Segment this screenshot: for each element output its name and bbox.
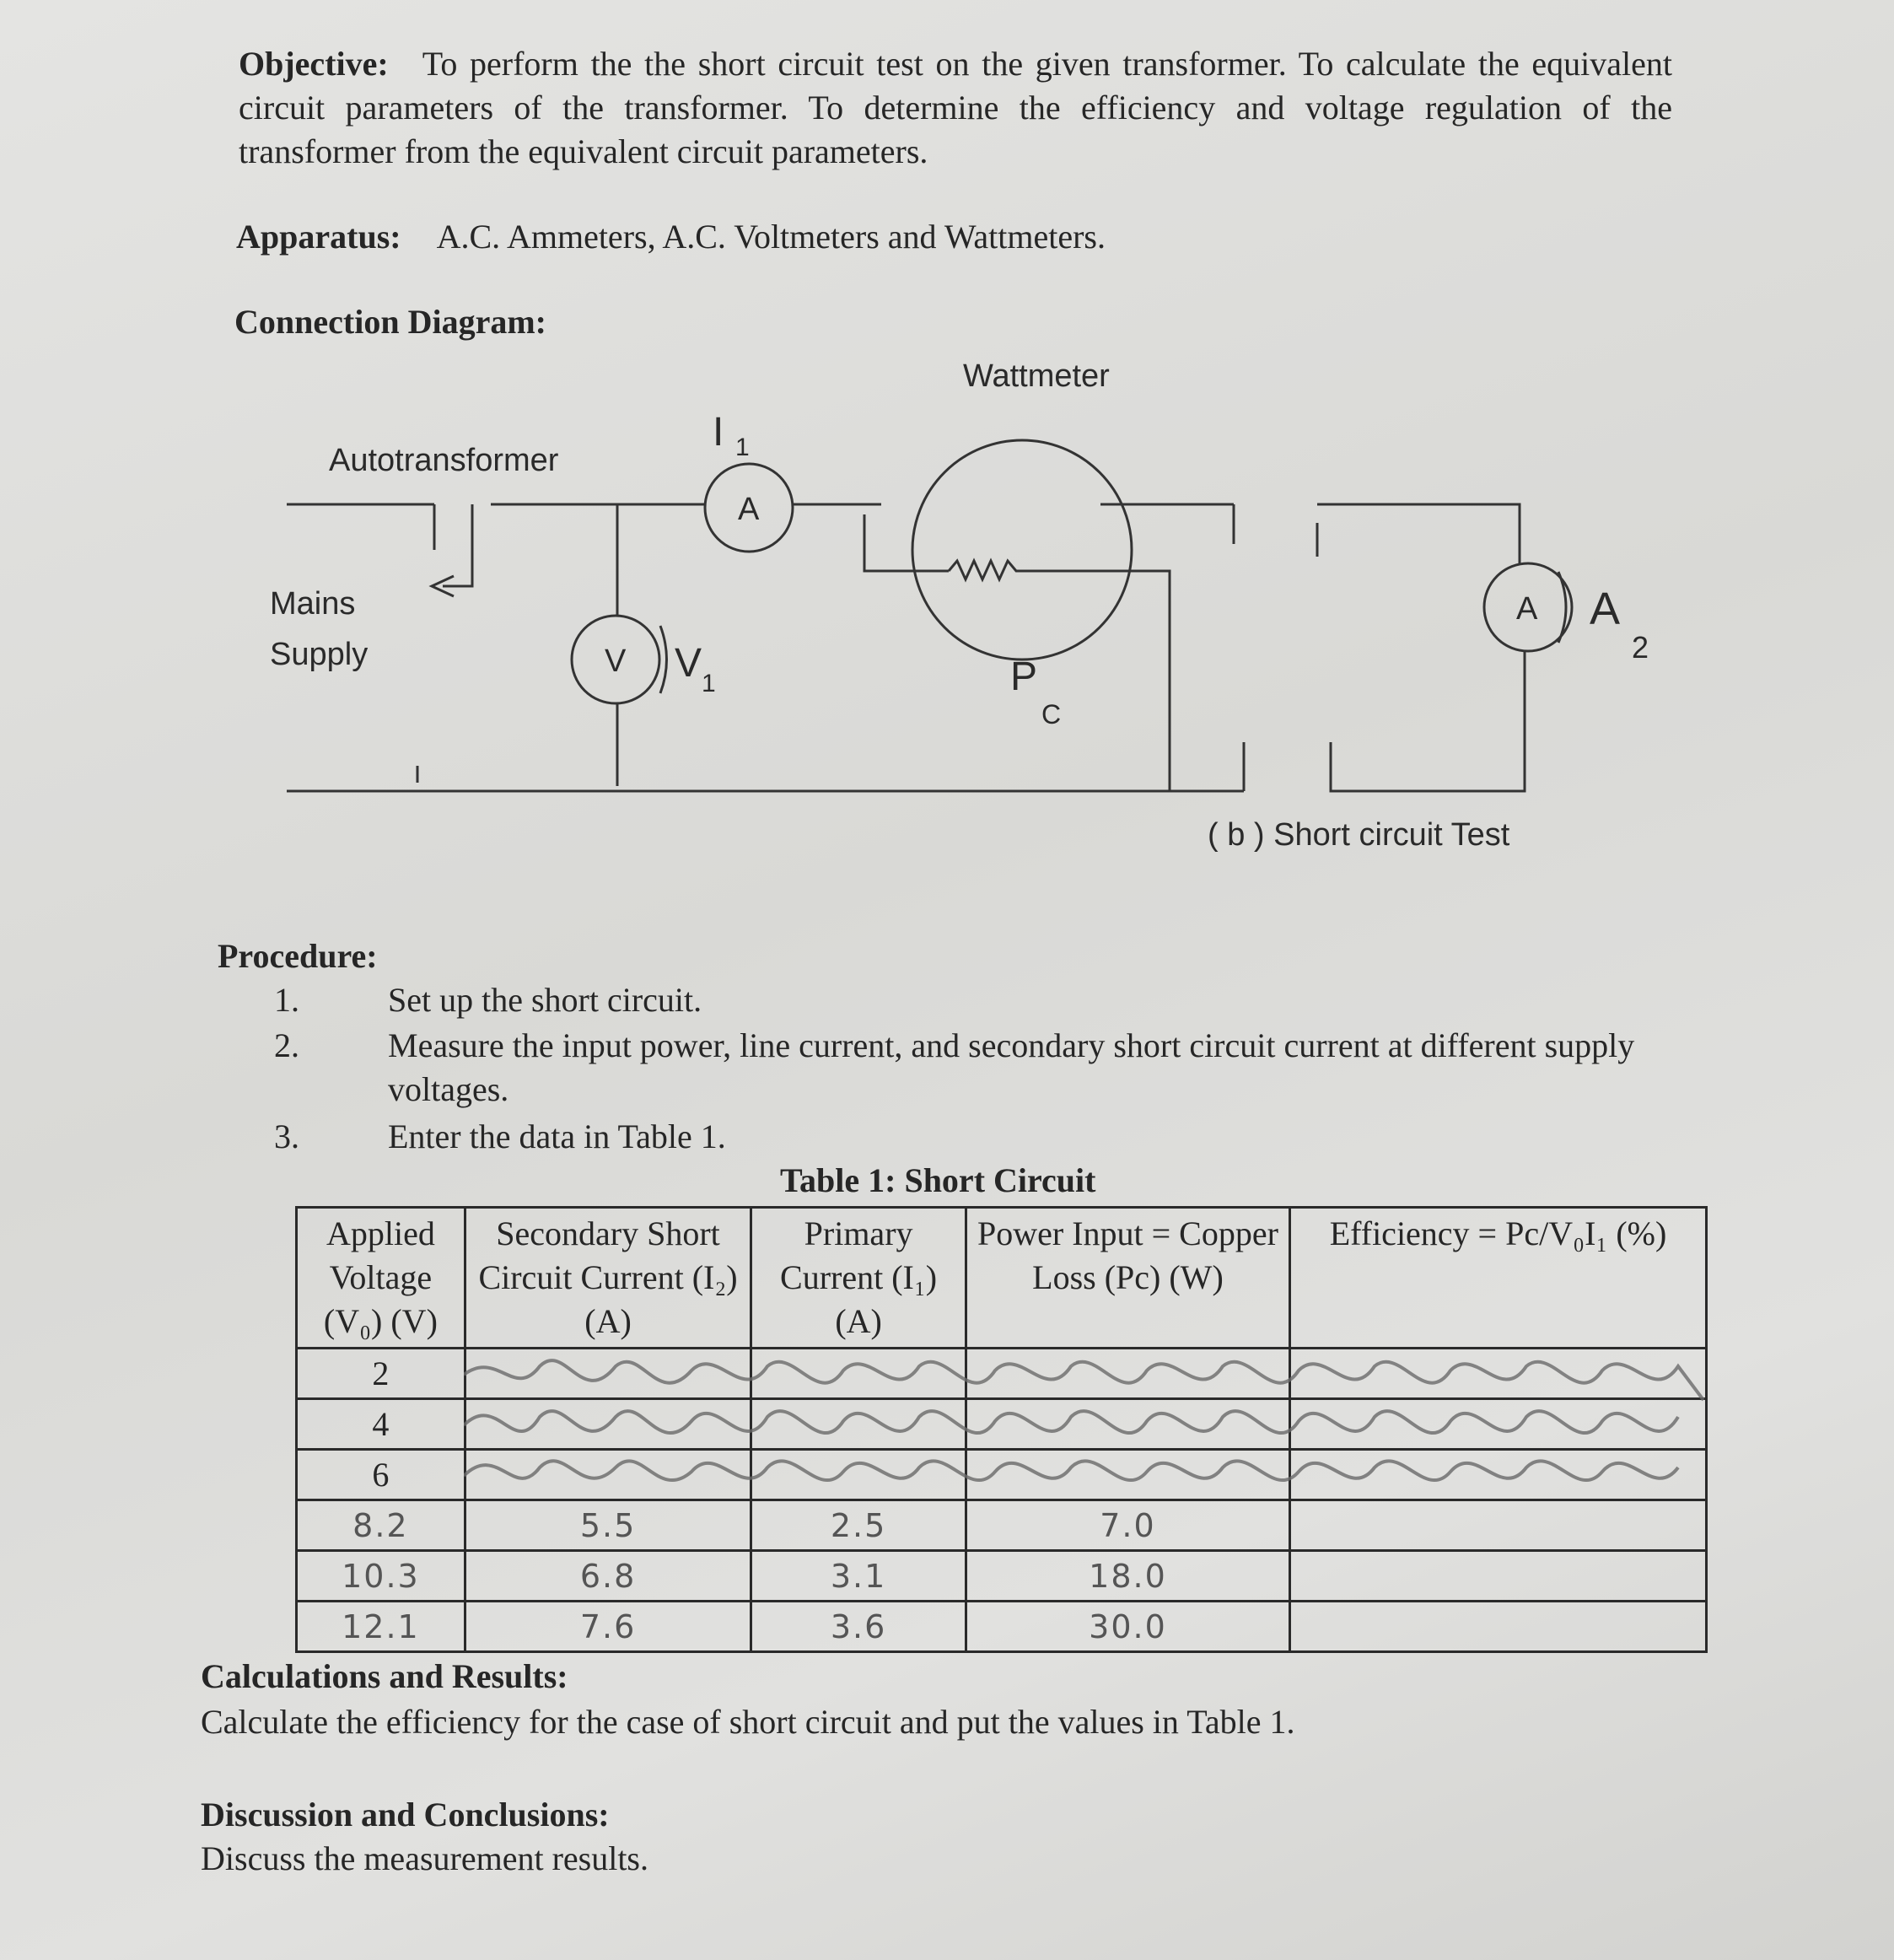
column-header: Secondary Short Circuit Current (I₂) (A) bbox=[465, 1208, 751, 1349]
circuit-diagram bbox=[253, 354, 1703, 877]
table-row bbox=[297, 1500, 1707, 1551]
table-cell: 12.1 bbox=[297, 1602, 465, 1652]
table-cell bbox=[966, 1450, 1289, 1500]
wattmeter-label: Wattmeter bbox=[963, 358, 1110, 394]
table-cell: 3.6 bbox=[751, 1602, 966, 1652]
i1-subscript: 1 bbox=[735, 433, 750, 461]
step-text: Enter the data in Table 1. bbox=[388, 1117, 726, 1155]
a2-label: A bbox=[1590, 584, 1621, 634]
table-cell bbox=[1290, 1349, 1707, 1399]
step-number: 3. bbox=[274, 1117, 299, 1155]
table-cell bbox=[1290, 1500, 1707, 1551]
table-cell bbox=[465, 1399, 751, 1450]
apparatus-text: A.C. Ammeters, A.C. Voltmeters and Wattmeters. bbox=[436, 218, 1106, 256]
table-cell: 7.6 bbox=[465, 1602, 751, 1652]
table-cell: 6 bbox=[297, 1450, 465, 1500]
table-cell bbox=[751, 1399, 966, 1450]
step-number: 2. bbox=[274, 1026, 299, 1064]
table-row bbox=[297, 1551, 1707, 1602]
calculations-text: Calculate the efficiency for the case of short circuit and put the values in Table 1. bbox=[201, 1703, 1295, 1741]
supply-label: Supply bbox=[270, 637, 369, 672]
step-number: 1. bbox=[274, 981, 299, 1019]
step-text: Set up the short circuit. bbox=[388, 981, 702, 1019]
table-cell: 18.0 bbox=[966, 1551, 1289, 1602]
mains-label: Mains bbox=[270, 586, 356, 622]
table-cell bbox=[966, 1349, 1289, 1399]
table-cell bbox=[465, 1349, 751, 1399]
short-circuit-table bbox=[295, 1206, 1708, 1653]
table-cell: 5.5 bbox=[465, 1500, 751, 1551]
table-header-row bbox=[297, 1208, 1707, 1349]
i1-label: I bbox=[713, 410, 724, 455]
discussion-heading: Discussion and Conclusions: bbox=[201, 1796, 610, 1833]
procedure-heading: Procedure: bbox=[218, 937, 378, 975]
apparatus-section bbox=[236, 215, 1106, 259]
table-cell: 30.0 bbox=[966, 1602, 1289, 1652]
table-cell bbox=[465, 1450, 751, 1500]
objective-label: Objective: bbox=[239, 45, 389, 83]
column-header: Applied Voltage (V₀) (V) bbox=[297, 1208, 465, 1349]
voltmeter-symbol: V bbox=[605, 643, 627, 679]
v1-label: V bbox=[675, 641, 702, 686]
table-cell bbox=[1290, 1450, 1707, 1500]
table-row bbox=[297, 1349, 1707, 1399]
column-header: Power Input = Copper Loss (Pc) (W) bbox=[966, 1208, 1289, 1349]
diagram-caption: ( b ) Short circuit Test bbox=[1208, 817, 1510, 853]
calculations-heading: Calculations and Results: bbox=[201, 1657, 568, 1695]
table-cell bbox=[1290, 1551, 1707, 1602]
table-cell bbox=[1290, 1399, 1707, 1450]
a2-subscript: 2 bbox=[1632, 630, 1649, 665]
table-cell: 3.1 bbox=[751, 1551, 966, 1602]
table-row bbox=[297, 1602, 1707, 1652]
discussion-text: Discuss the measurement results. bbox=[201, 1839, 648, 1877]
ammeter2-symbol: A bbox=[1516, 591, 1538, 627]
table-row bbox=[297, 1450, 1707, 1500]
table-cell: 2.5 bbox=[751, 1500, 966, 1551]
objective-section bbox=[239, 42, 1672, 174]
table-cell: 6.8 bbox=[465, 1551, 751, 1602]
table-cell bbox=[751, 1450, 966, 1500]
objective-text: To perform the the short circuit test on the given transformer. To calculate the equivalent circuit parameters of the transformer. To determine the efficiency and voltage regulation of the transformer from the equivalent circuit parameters. bbox=[239, 45, 1672, 170]
step-text: Measure the input power, line current, and secondary short circuit current at different supply voltages. bbox=[388, 1026, 1635, 1108]
v1-subscript: 1 bbox=[702, 670, 716, 697]
table-cell: 7.0 bbox=[966, 1500, 1289, 1551]
table-cell bbox=[751, 1349, 966, 1399]
connection-diagram-heading: Connection Diagram: bbox=[234, 303, 546, 341]
apparatus-label: Apparatus: bbox=[236, 218, 401, 256]
table-cell: 2 bbox=[297, 1349, 465, 1399]
table-cell bbox=[1290, 1602, 1707, 1652]
pc-label: P bbox=[1010, 654, 1038, 699]
pc-subscript: C bbox=[1041, 699, 1062, 730]
ammeter1-symbol: A bbox=[738, 492, 760, 527]
table-cell: 4 bbox=[297, 1399, 465, 1450]
table-cell: 10.3 bbox=[297, 1551, 465, 1602]
column-header: Efficiency = Pc/V₀I₁ (%) bbox=[1290, 1208, 1707, 1349]
table-title: Table 1: Short Circuit bbox=[780, 1161, 1096, 1199]
table-cell bbox=[966, 1399, 1289, 1450]
autotransformer-label: Autotransformer bbox=[329, 443, 559, 478]
column-header: Primary Current (I₁) (A) bbox=[751, 1208, 966, 1349]
table-row bbox=[297, 1399, 1707, 1450]
table-cell: 8.2 bbox=[297, 1500, 465, 1551]
